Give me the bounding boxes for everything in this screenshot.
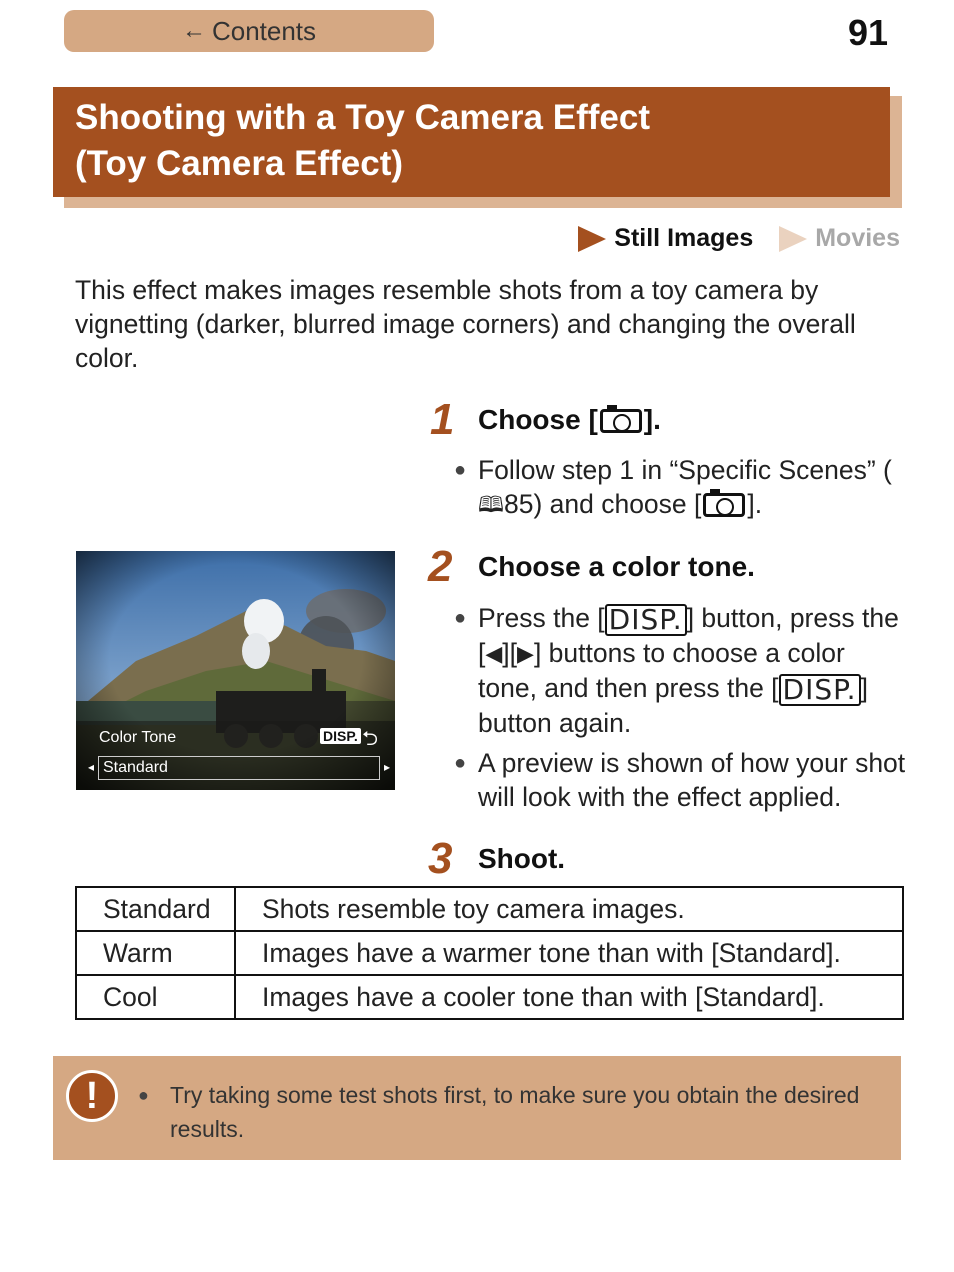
bullet-icon: ● xyxy=(454,459,467,481)
step-1-title xyxy=(478,403,661,437)
page-title xyxy=(53,87,890,197)
toy-camera-mode-icon xyxy=(600,409,642,433)
tone-description: Shots resemble toy camera images. xyxy=(235,887,903,931)
bullet-icon: ● xyxy=(138,1085,149,1105)
disp-icon: DISP. xyxy=(320,728,361,744)
tone-name: Warm xyxy=(76,931,235,975)
movies-triangle-icon xyxy=(779,226,807,252)
table-row xyxy=(76,887,903,931)
step-2-bullet-1 xyxy=(454,601,908,740)
color-tone-selector: Standard xyxy=(98,756,380,780)
left-button-icon: ◀ xyxy=(485,641,503,666)
table-row xyxy=(76,931,903,975)
arrow-left-icon: ← xyxy=(181,17,206,44)
step-2-number: 2 xyxy=(428,542,453,591)
step-1-title-post: ]. xyxy=(643,404,661,435)
contents-label: Contents xyxy=(211,15,317,46)
tone-description: Images have a cooler tone than with [Standard]. xyxy=(235,975,903,1019)
step-2-bullet-2 xyxy=(454,746,908,814)
step-1-bullet xyxy=(454,453,908,522)
book-reference-icon: 🕮 xyxy=(478,492,504,517)
tone-name: Standard xyxy=(76,887,235,931)
step-1-title-pre: Choose [ xyxy=(478,404,598,435)
right-button-icon: ▶ xyxy=(517,641,534,666)
step-3-number: 3 xyxy=(428,834,453,883)
table-row xyxy=(76,975,903,1019)
tone-name: Cool xyxy=(76,975,235,1019)
step-1-bullet-text-c: ]. xyxy=(747,489,763,519)
bullet-icon: ● xyxy=(454,607,467,629)
step-1-bullet-text-a: Follow step 1 in “Specific Scenes” ( xyxy=(478,455,892,485)
page-title-line2: (Toy Camera Effect) xyxy=(75,144,404,183)
step-2-bullet-2-text: A preview is shown of how your shot will look with the effect applied. xyxy=(478,748,906,812)
mode-indicator xyxy=(578,224,900,253)
page-number: 91 xyxy=(847,12,888,53)
step-3-title: Shoot. xyxy=(478,843,566,874)
color-tone-label: Color Tone xyxy=(99,729,177,746)
step-2-text-b: ] button, press the [ xyxy=(478,603,899,668)
step-2-text-d: ] buttons to choose a color tone, and then press the [ xyxy=(478,638,845,703)
camera-screen-photo xyxy=(76,551,395,790)
return-icon: ⮌ xyxy=(362,728,379,750)
page-reference[interactable]: 85 xyxy=(503,489,534,519)
bullet-icon: ● xyxy=(454,752,467,774)
still-triangle-icon xyxy=(578,226,606,252)
toy-camera-mode-icon xyxy=(703,493,745,517)
caution-text: Try taking some test shots first, to make sure you obtain the desired results. xyxy=(170,1082,860,1142)
train-scene-image xyxy=(76,551,395,790)
step-2-text-c: ][ xyxy=(502,638,518,668)
caution-icon: ! xyxy=(66,1070,118,1122)
step-1-bullet-text-b: ) and choose [ xyxy=(533,489,702,519)
contents-button[interactable] xyxy=(64,10,434,52)
tone-description: Images have a warmer tone than with [Standard]. xyxy=(235,931,903,975)
step-1-number: 1 xyxy=(430,395,455,444)
step-2-text-e: ] button again. xyxy=(478,673,868,738)
disp-button-icon: DISP. xyxy=(779,674,861,706)
page-title-line1: Shooting with a Toy Camera Effect xyxy=(75,98,650,137)
disp-button-icon: DISP. xyxy=(605,604,687,636)
movies-label: Movies xyxy=(815,224,900,252)
color-tone-table xyxy=(75,886,904,1020)
right-arrow-icon: ▸ xyxy=(384,760,391,774)
step-2-title: Choose a color tone. xyxy=(478,551,755,582)
step-2-text-a: Press the [ xyxy=(478,603,605,633)
left-arrow-icon: ◂ xyxy=(88,760,95,774)
still-images-label: Still Images xyxy=(614,224,754,252)
intro-paragraph: This effect makes images resemble shots from a toy camera by vignetting (darker, blurred image corners) and changing the overall color. xyxy=(75,275,856,373)
